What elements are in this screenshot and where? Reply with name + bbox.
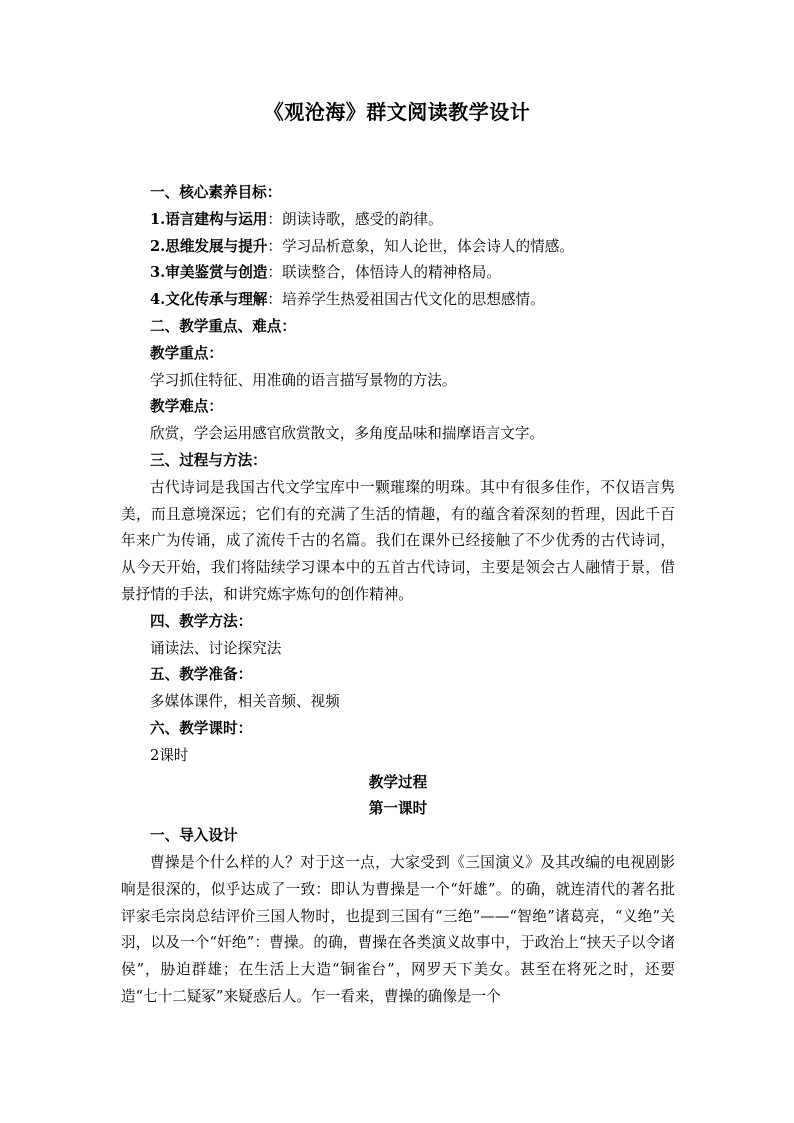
- key-point-label: 教学重点：: [150, 344, 223, 362]
- key-point-text: 学习抓住特征、用准确的语言描写景物的方法。: [150, 371, 457, 389]
- section-heading-preparation: 五、教学准备：: [150, 666, 253, 684]
- section-heading-objectives: 一、核心素养目标：: [150, 184, 282, 201]
- objective-item: [121, 207, 675, 234]
- document-body: [121, 180, 675, 1011]
- process-paragraph: 古代诗词是我国古代文学宝库中一颗璀璨的明珠。其中有很多佳作，不仅语言隽美，而且意境深远；它们有的充满了生活的情趣，有的蕴含着深刻的哲理，因此千百年来广为传诵，成了流传千古的名篇。我们在课外已经接触了不少优秀的古代诗词，从今天开始，我们将陆续学习课本中的五首古代诗词，主要是领会古人融情于景，借景抒情的手法，和讲究炼字炼句的创作精神。: [121, 478, 675, 603]
- lesson-title: 第一课时: [368, 800, 428, 818]
- section-heading-intro: 一、导入设计: [150, 827, 238, 845]
- objective-label: 4.文化传承与理解: [150, 291, 268, 309]
- document-title: 《观沧海》群文阅读教学设计: [263, 100, 531, 124]
- objective-item: [121, 234, 675, 261]
- objective-label: 2.思维发展与提升: [150, 237, 268, 255]
- process-title: 教学过程: [368, 773, 428, 791]
- intro-paragraph: 曹操是个什么样的人？对于这一点，大家受到《三国演义》及其改编的电视剧影响是很深的，似乎达成了一致：即认为曹操是一个“奸雄”。的确，就连清代的著名批评家毛宗岗总结评价三国人物时，也提到三国有“三绝”——“智绝”诸葛亮，“义绝”关羽，以及一个“奸绝”：曹操。的确，曹操在各类演义故事中，于政治上“挟天子以令诸侯”，胁迫群雄；在生活上大造“铜雀台”，网罗天下美女。甚至在将死之时，还要造“七十二疑冢”来疑惑后人。乍一看来，曹操的确像是一个: [121, 853, 675, 1005]
- objective-label: 1.语言建构与运用: [150, 210, 268, 228]
- section-heading-key-points: 二、教学重点、难点：: [150, 317, 296, 335]
- hours-text: 2课时: [150, 746, 189, 764]
- section-heading-hours: 六、教学课时：: [150, 719, 253, 737]
- objective-text: ：培养学生热爱祖国古代文化的思想感情。: [267, 291, 545, 309]
- objective-item: [121, 260, 675, 287]
- objective-text: ：学习品析意象，知人论世，体会诗人的情感。: [267, 237, 574, 255]
- objective-label: 3.审美鉴赏与创造: [150, 264, 268, 282]
- methods-text: 诵读法、讨论探究法: [150, 639, 282, 657]
- section-heading-process: 三、过程与方法：: [150, 451, 267, 469]
- preparation-text: 多媒体课件，相关音频、视频: [150, 693, 340, 711]
- difficulty-text: 欣赏，学会运用感官欣赏散文，多角度品味和揣摩语言文字。: [150, 425, 545, 443]
- objective-item: [121, 287, 675, 314]
- objective-text: ：朗读诗歌，感受的韵律。: [267, 210, 443, 228]
- difficulty-label: 教学难点：: [150, 398, 223, 416]
- objective-text: ：联读整合，体悟诗人的精神格局。: [267, 264, 501, 282]
- section-heading-methods: 四、教学方法：: [150, 612, 253, 630]
